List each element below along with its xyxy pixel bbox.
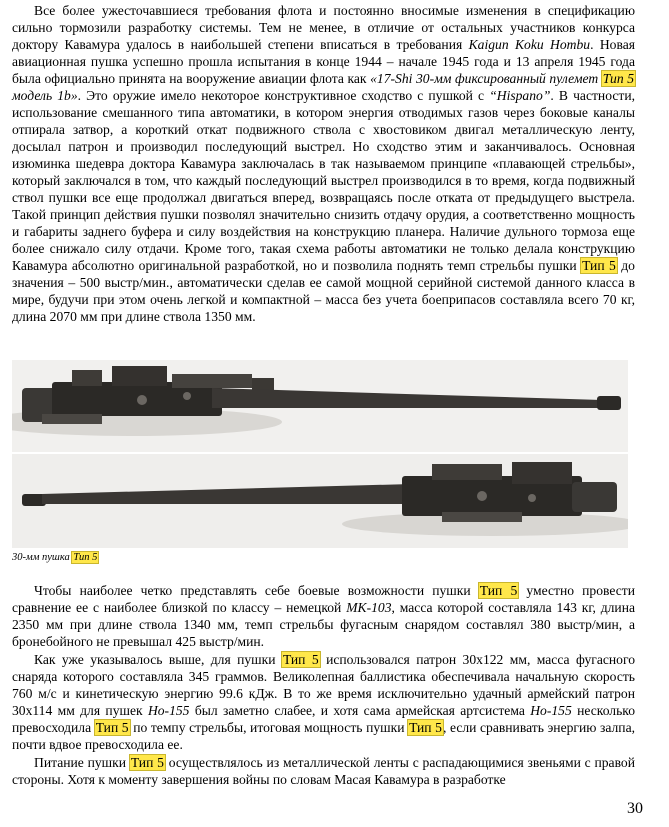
highlight-type5: Тип 5 xyxy=(409,720,442,735)
text-run: Чтобы наиболее четко представлять себе боевые возможности пушки xyxy=(34,583,479,598)
page-number: 30 xyxy=(627,800,643,817)
text-run-italic: MK-103 xyxy=(346,600,392,615)
figure-caption xyxy=(12,552,98,563)
text-run: осуществлялось из металлической ленты с распадающимися звеньями с правой стороны. Хотя к моменту завершения войны по словам Масая Кавамура в разработке xyxy=(12,755,635,787)
cannon-illustration-top xyxy=(12,360,628,452)
text-run: , если сравнивать энергию залпа, почти вдвое превосходила ее. xyxy=(12,720,636,752)
text-run: до значения – 500 выстр/мин., автоматически сделав ее самой мощной серийной системой данного класса в мире, будучи при этом очень легкой и компактной – масса без учета боеприпасов составляла всего 70 кг, длина 2070 мм при длине ствола 1350 мм. xyxy=(12,258,635,324)
text-run: использовался патрон 30x122 мм, масса фугасного снаряда которого составляла 345 граммов. Великолепная баллистика обеспечивала начальную скорость 760 м/с и кинетическую энергию 99.6 кДж. В то же время исключительно удачный армейский патрон 30x114 мм для пушек xyxy=(12,652,635,718)
cannon-photo-bottom xyxy=(12,454,628,548)
text-run: , масса которой составляла 143 кг, длина 2350 мм при длине ствола 1340 мм, темп стрельбы фугасным снарядом составлял 380 выстр/мин, а бронебойного не превышал 425 выстр/мин. xyxy=(12,600,635,649)
highlight-type5: Тип 5 xyxy=(73,552,98,563)
highlight-type5: Тип 5 xyxy=(130,755,164,770)
text-run: . Новая авиационная пушка успешно прошла испытания в конце 1944 – начале 1945 года и 13 апреля 1945 года была официально принята на вооружение авиации флота как xyxy=(12,37,635,86)
text-run-italic: Ho-155 xyxy=(147,703,190,718)
cannon-photo-top xyxy=(12,360,628,452)
text-run-italic: Kaigun Koku Hombu xyxy=(468,37,591,52)
highlight-type5: Тип 5 xyxy=(582,258,616,273)
text-run-italic: «17-Shi 30-мм фиксированный пулемет xyxy=(370,71,602,86)
text-run-italic: “Hispano” xyxy=(489,88,551,103)
caption-text: 30-мм пушка xyxy=(12,552,73,563)
highlight-type5: Тип 5 xyxy=(95,720,129,735)
paragraph-intro xyxy=(12,2,635,325)
text-run: Все более ужесточавшиеся требования флота и постоянно вносимые изменения в спецификацию сильно тормозили разработку системы. Тем не менее, в отличие от остальных участников конкурса доктору Кавамура удалось в наибольшей степени вписаться в требования xyxy=(12,3,635,52)
text-run: по темпу стрельбы, итоговая мощность пушки xyxy=(129,720,409,735)
highlight-type5: Тип 5 xyxy=(282,652,319,667)
paragraph-ammunition xyxy=(12,651,635,753)
paragraph-comparison xyxy=(12,582,635,650)
paragraph-feed xyxy=(12,754,635,788)
text-run-italic: Ho-155 xyxy=(530,703,572,718)
text-run: Питание пушки xyxy=(34,755,130,770)
highlight-type5: Тип 5 xyxy=(602,71,634,86)
text-run: . Это оружие имело некоторое конструктивное сходство с пушкой с xyxy=(77,88,490,103)
text-run-italic: модель 1b» xyxy=(12,88,78,103)
text-run: несколько превосходила xyxy=(12,703,635,735)
text-run: уместно провести сравнение ее с наиболее близкой по классу – немецкой xyxy=(12,583,635,615)
highlight-type5: Тип 5 xyxy=(479,583,518,598)
text-run: . В частности, использование смешанного типа автоматики, в котором энергия отводимых газов через боковые каналы отпирала затвор, а короткий откат подвижного ствола с хвостовиком двигал металлическую ленту, досылал патрон и производил последующий выстрел. Но сходство этим и заканчивалось. Основная изюминка шедевра доктора Кавамура заключалась в так называемом принципе «плавающей стрельбы», который заключался в том, что каждый последующий выстрел производился в то время, когда подвижный ствол пушки все еще продолжал двигаться вперед, возвращаясь после отката от предыдущего выстрела. Такой принцип действия пушки позволял значительно снизить отдачу орудия, а соответственно мощность и габариты заднего буфера и силу воздействия на конструкцию планера. Наличие дульного тормоза еще более снижало силу отдачи. Кроме того, такая схема работы автоматики не только делала конструкцию Кавамура абсолютно оригинальной разработкой, но и позволила поднять темп стрельбы пушки xyxy=(12,88,635,273)
text-run: был заметно слабее, и хотя сама армейская артсистема xyxy=(189,703,531,718)
text-run: Как уже указывалось выше, для пушки xyxy=(34,652,282,667)
cannon-illustration-bottom xyxy=(12,454,628,548)
